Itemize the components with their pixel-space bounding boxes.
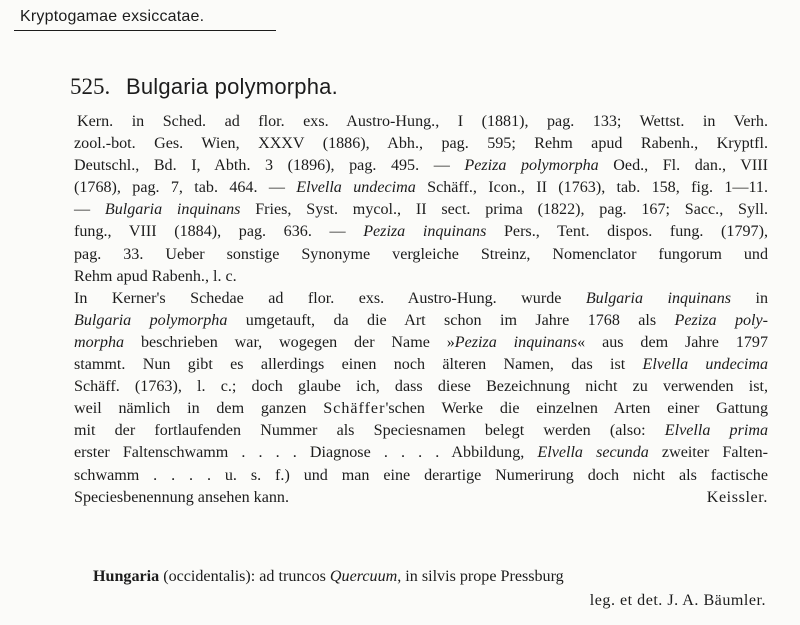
discussion-text: Peziza poly- xyxy=(674,311,769,329)
synonymy-text: Peziza inquinans xyxy=(363,223,487,241)
synonymy-text: — xyxy=(74,201,105,219)
synonymy-line xyxy=(74,244,768,266)
discussion-paragraph xyxy=(74,288,768,509)
discussion-text: schwamm . . . . u. s. f.) und man eine derartige Numerirung doch nicht als factische xyxy=(74,466,768,484)
discussion-line xyxy=(74,487,768,509)
synonymy-text: zool.-bot. Ges. Wien, XXXV (1886), Abh., pag. 595; Rehm apud Rabenh., Kryptfl. xyxy=(74,135,768,153)
discussion-text: in xyxy=(731,289,768,307)
synonymy-text: pag. 33. Ueber sonstige Synonyme vergleiche Streinz, Nomenclator fungorum und xyxy=(74,245,768,263)
author-signature: Keissler. xyxy=(706,488,768,506)
synonymy-text: (1768), pag. 7, tab. 464. — xyxy=(74,179,297,197)
synonymy-line xyxy=(74,221,768,243)
discussion-text: Speciesbenennung ansehen kann. xyxy=(74,488,289,506)
series-header xyxy=(14,8,276,31)
synonymy-line xyxy=(74,266,768,288)
series-title: Kryptogamae exsiccatae. xyxy=(20,8,205,25)
species-name: Bulgaria polymorpha. xyxy=(126,74,338,99)
body-text xyxy=(74,111,768,509)
discussion-line xyxy=(74,376,768,398)
discussion-text: Bulgaria inquinans xyxy=(585,289,732,307)
discussion-text: beschrieben war, wogegen der Name » xyxy=(124,333,455,351)
discussion-text: erster Faltenschwamm . . . . Diagnose . . . . Abbildung, xyxy=(74,444,538,462)
synonymy-paragraph xyxy=(74,111,768,288)
discussion-text: In Kerner's Schedae ad flor. exs. Austro-Hung. wurde xyxy=(74,289,586,307)
synonymy-line xyxy=(74,177,768,199)
discussion-text: Bulgaria polymorpha xyxy=(74,311,228,329)
synonymy-text: Peziza polymorpha xyxy=(464,157,599,175)
entry-number: 525. xyxy=(70,74,111,99)
discussion-text: « aus dem Jahre 1797 xyxy=(577,333,769,351)
synonymy-line xyxy=(74,111,768,133)
discussion-line xyxy=(74,310,768,332)
discussion-text: 'schen Werke die einzelnen Arten einer Gattung xyxy=(385,400,769,418)
synonymy-line xyxy=(74,155,768,177)
discussion-text: Elvella secunda xyxy=(537,444,649,462)
synonymy-text: fung., VIII (1884), pag. 636. — xyxy=(74,223,364,241)
entry-heading xyxy=(70,74,338,100)
synonymy-text: Kern. in Sched. ad flor. exs. Austro-Hung., I (1881), pag. 133; Wettst. in Verh. xyxy=(77,113,768,130)
synonymy-line xyxy=(74,199,768,221)
synonymy-text: Rehm apud Rabenh., l. c. xyxy=(74,267,237,285)
discussion-text: Schäffer xyxy=(323,400,386,418)
synonymy-text: Deutschl., Bd. I, Abth. 3 (1896), pag. 495. — xyxy=(74,157,465,175)
discussion-text: morpha xyxy=(74,333,125,351)
discussion-text: umgetauft, da die Art schon im Jahre 1768 als xyxy=(227,311,675,329)
synonymy-text: Fries, Syst. mycol., II sect. prima (1822), pag. 167; Sacc., Syll. xyxy=(240,201,768,219)
discussion-line xyxy=(74,442,768,464)
discussion-text: Schäff. (1763), l. c.; doch glaube ich, dass diese Bezeichnung nicht zu verwenden ist, xyxy=(74,378,768,396)
synonymy-text: Bulgaria inquinans xyxy=(104,201,241,219)
discussion-line xyxy=(74,420,768,442)
discussion-line xyxy=(74,465,768,487)
discussion-text: stammt. Nun gibt es allerdings einen noch älteren Namen, das ist xyxy=(74,356,643,374)
discussion-line xyxy=(74,354,768,376)
discussion-text: Peziza inquinans xyxy=(454,333,578,351)
discussion-text: weil nämlich in dem ganzen xyxy=(74,400,324,418)
synonymy-text: Schäff., Icon., II (1763), tab. 158, fig. 1—11. xyxy=(415,179,769,197)
locality-segment: Quercuum xyxy=(329,568,398,585)
header-rule xyxy=(14,30,276,31)
discussion-text: mit der fortlaufenden Nummer als Speciesnamen belegt werden (also: xyxy=(74,422,665,440)
synonymy-text: Oed., Fl. dan., VIII xyxy=(598,157,768,175)
locality-segment: , in silvis prope Pressburg xyxy=(397,568,564,585)
discussion-line xyxy=(74,398,768,420)
discussion-text: Elvella undecima xyxy=(642,356,769,374)
discussion-text: Elvella prima xyxy=(664,422,768,440)
synonymy-line xyxy=(74,133,768,155)
discussion-line xyxy=(74,332,768,354)
locality-segment: Hungaria xyxy=(93,568,160,585)
discussion-line xyxy=(74,288,768,310)
locality-segment: (occidentalis): ad truncos xyxy=(159,568,330,585)
collector-line: leg. et det. J. A. Bäumler. xyxy=(589,592,766,609)
synonymy-text: Elvella undecima xyxy=(296,179,416,197)
discussion-text: zweiter Falten- xyxy=(648,444,768,462)
synonymy-text: Pers., Tent. dispos. fung. (1797), xyxy=(486,223,768,241)
locality-line xyxy=(93,568,564,586)
